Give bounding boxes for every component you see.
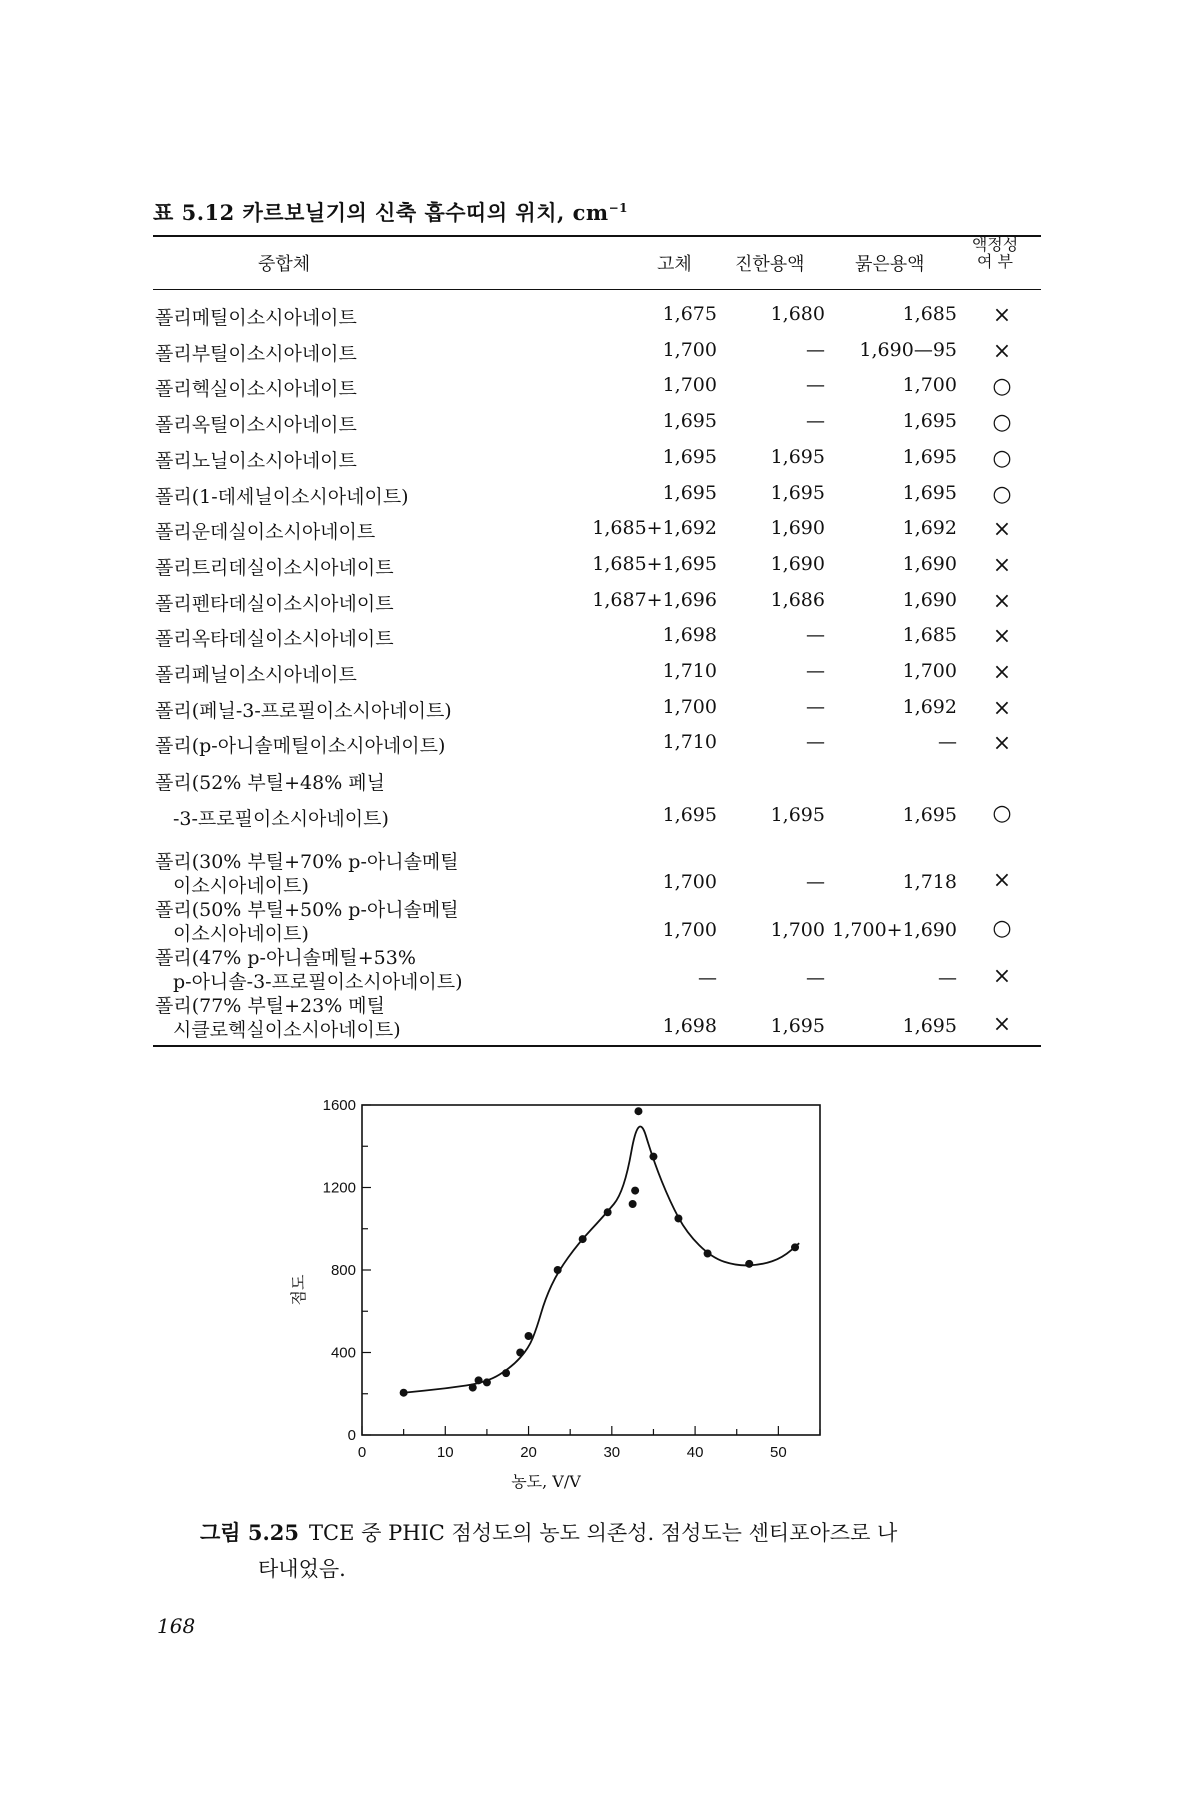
- table-row: [0, 374, 1200, 408]
- table-row: [0, 696, 1200, 730]
- solid-value: 1,685+1,695: [592, 553, 717, 575]
- polymer-name-line2: -3-프로필이소시아네이트): [173, 808, 389, 830]
- solid-value: 1,710: [662, 660, 717, 682]
- concentrated-value: 1,695: [770, 482, 825, 504]
- polymer-name-line2: 이소시아네이트): [173, 923, 309, 945]
- header-liquid-crystal: [958, 236, 1032, 270]
- dilute-value: 1,695: [902, 446, 957, 468]
- x-tick-label: 20: [520, 1444, 537, 1461]
- y-tick-label: 1200: [322, 1179, 356, 1197]
- data-point: [631, 1187, 639, 1195]
- solid-value: 1,675: [662, 303, 717, 325]
- solid-value: 1,700: [662, 339, 717, 361]
- concentrated-value: 1,690: [770, 553, 825, 575]
- polymer-name: 폴리메틸이소시아네이트: [155, 307, 357, 329]
- concentrated-value: 1,700: [770, 919, 825, 941]
- polymer-name: 폴리페닐이소시아네이트: [155, 664, 357, 686]
- solid-value: 1,700: [662, 919, 717, 941]
- dilute-value: —: [938, 967, 957, 989]
- dilute-value: 1,690: [902, 589, 957, 611]
- table-row: [0, 943, 1200, 995]
- x-axis-label: 농도, V/V: [511, 1472, 581, 1491]
- concentrated-value: —: [806, 624, 825, 646]
- fitted-curve: [404, 1127, 800, 1393]
- data-point: [475, 1376, 483, 1384]
- table-row: [0, 553, 1200, 587]
- x-tick-label: 10: [436, 1444, 454, 1461]
- figure-caption-line1: TCE 중 PHIC 점성도의 농도 의존성. 점성도는 센티포아즈로 나: [309, 1521, 898, 1545]
- table-title-unit-sup: −1: [608, 201, 629, 215]
- polymer-name: 폴리펜타데실이소시아네이트: [155, 593, 394, 615]
- liquid-crystal-mark: ×: [992, 589, 1012, 614]
- x-tick-label: 0: [357, 1444, 367, 1461]
- chart-svg: [280, 1085, 840, 1505]
- concentrated-value: —: [806, 339, 825, 361]
- data-point: [525, 1332, 533, 1340]
- table-row: [0, 895, 1200, 947]
- polymer-name-line1: 폴리(47% p-아니솔메틸+53%: [155, 947, 416, 969]
- solid-value: 1,698: [662, 624, 717, 646]
- table-row: [0, 660, 1200, 694]
- liquid-crystal-mark: ×: [992, 624, 1012, 649]
- polymer-name: 폴리노닐이소시아네이트: [155, 450, 357, 472]
- header-solid: 고체: [657, 254, 692, 275]
- liquid-crystal-mark: ○: [992, 916, 1012, 941]
- solid-value: 1,695: [662, 804, 717, 826]
- liquid-crystal-mark: ○: [992, 446, 1012, 471]
- table-row: [0, 482, 1200, 516]
- header-dilute: 묽은용액: [855, 254, 925, 275]
- table-row: [0, 768, 1200, 830]
- dilute-value: 1,695: [902, 482, 957, 504]
- table-bottom-rule: [153, 1045, 1041, 1047]
- concentrated-value: 1,695: [770, 446, 825, 468]
- table-row: [0, 303, 1200, 337]
- table-row: [0, 410, 1200, 444]
- solid-value: 1,687+1,696: [592, 589, 717, 611]
- table-title: [153, 197, 628, 227]
- data-point: [634, 1107, 642, 1115]
- polymer-name: 폴리(1-데세닐이소시아네이트): [155, 486, 409, 508]
- polymer-name: 폴리(p-아니솔메틸이소시아네이트): [155, 735, 446, 757]
- solid-value: 1,695: [662, 482, 717, 504]
- dilute-value: 1,700: [902, 660, 957, 682]
- dilute-value: 1,690: [902, 553, 957, 575]
- solid-value: 1,695: [662, 410, 717, 432]
- data-point: [400, 1389, 408, 1397]
- solid-value: 1,695: [662, 446, 717, 468]
- dilute-value: 1,695: [902, 410, 957, 432]
- polymer-name-line2: 이소시아네이트): [173, 875, 309, 897]
- table-top-rule: [153, 235, 1041, 237]
- liquid-crystal-mark: ×: [992, 731, 1012, 756]
- header-lc-top: 액정성: [971, 235, 1019, 254]
- table-row: [0, 731, 1200, 765]
- page-number: 168: [157, 1614, 196, 1638]
- table-row: [0, 847, 1200, 899]
- header-concentrated: 진한용액: [735, 254, 805, 275]
- dilute-value: 1,695: [902, 804, 957, 826]
- polymer-name: 폴리옥타데실이소시아네이트: [155, 628, 394, 650]
- concentrated-value: —: [806, 871, 825, 893]
- solid-value: 1,698: [662, 1015, 717, 1037]
- data-point: [469, 1384, 477, 1392]
- x-tick-label: 30: [603, 1444, 621, 1461]
- x-tick-label: 50: [770, 1444, 787, 1461]
- concentrated-value: —: [806, 696, 825, 718]
- data-point: [745, 1260, 753, 1268]
- dilute-value: 1,700+1,690: [832, 919, 957, 941]
- data-point: [604, 1208, 612, 1216]
- data-point: [502, 1369, 510, 1377]
- concentrated-value: 1,695: [770, 804, 825, 826]
- concentrated-value: —: [806, 660, 825, 682]
- concentrated-value: 1,695: [770, 1015, 825, 1037]
- dilute-value: 1,692: [902, 696, 957, 718]
- liquid-crystal-mark: ×: [992, 303, 1012, 328]
- dilute-value: 1,700: [902, 374, 957, 396]
- dilute-value: 1,692: [902, 517, 957, 539]
- concentrated-value: —: [806, 731, 825, 753]
- dilute-value: 1,685: [902, 303, 957, 325]
- polymer-name-line1: 폴리(50% 부틸+50% p-아니솔메틸: [155, 899, 459, 921]
- polymer-name: 폴리운데실이소시아네이트: [155, 521, 376, 543]
- table-header-rule: [153, 289, 1041, 290]
- table-row: [0, 446, 1200, 480]
- liquid-crystal-mark: ×: [992, 1012, 1012, 1037]
- header-lc-bottom: 여 부: [977, 252, 1013, 271]
- data-point: [791, 1243, 799, 1251]
- polymer-name-line1: 폴리(52% 부틸+48% 페닐: [155, 772, 385, 794]
- concentrated-value: —: [806, 410, 825, 432]
- liquid-crystal-mark: ○: [992, 801, 1012, 826]
- data-point: [704, 1250, 712, 1258]
- y-tick-label: 0: [347, 1427, 356, 1444]
- liquid-crystal-mark: ×: [992, 868, 1012, 893]
- liquid-crystal-mark: ×: [992, 660, 1012, 685]
- dilute-value: 1,718: [902, 871, 957, 893]
- table-row: [0, 517, 1200, 551]
- solid-value: 1,700: [662, 374, 717, 396]
- table-row: [0, 624, 1200, 658]
- data-point: [629, 1200, 637, 1208]
- concentrated-value: 1,680: [770, 303, 825, 325]
- header-polymer: 중합체: [258, 254, 311, 275]
- dilute-value: —: [938, 731, 957, 753]
- polymer-name-line1: 폴리(30% 부틸+70% p-아니솔메틸: [155, 851, 459, 873]
- polymer-name: 폴리트리데실이소시아네이트: [155, 557, 394, 579]
- solid-value: 1,700: [662, 696, 717, 718]
- data-point: [579, 1235, 587, 1243]
- y-tick-label: 800: [330, 1262, 356, 1279]
- polymer-name: 폴리부틸이소시아네이트: [155, 343, 357, 365]
- viscosity-chart: [280, 1085, 840, 1505]
- solid-value: —: [698, 967, 717, 989]
- concentrated-value: 1,686: [770, 589, 825, 611]
- concentrated-value: 1,690: [770, 517, 825, 539]
- data-point: [516, 1349, 524, 1357]
- solid-value: 1,700: [662, 871, 717, 893]
- liquid-crystal-mark: ○: [992, 374, 1012, 399]
- y-tick-label: 1600: [322, 1097, 356, 1114]
- plot-frame: [362, 1105, 820, 1435]
- figure-caption: [200, 1515, 1060, 1587]
- liquid-crystal-mark: ○: [992, 410, 1012, 435]
- polymer-name: 폴리(페닐-3-프로필이소시아네이트): [155, 700, 452, 722]
- liquid-crystal-mark: ×: [992, 553, 1012, 578]
- dilute-value: 1,695: [902, 1015, 957, 1037]
- solid-value: 1,710: [662, 731, 717, 753]
- data-point: [554, 1266, 562, 1274]
- solid-value: 1,685+1,692: [592, 517, 717, 539]
- liquid-crystal-mark: ×: [992, 517, 1012, 542]
- polymer-name: 폴리헥실이소시아네이트: [155, 378, 357, 400]
- liquid-crystal-mark: ×: [992, 696, 1012, 721]
- x-tick-label: 40: [686, 1444, 704, 1461]
- dilute-value: 1,690—95: [859, 339, 957, 361]
- data-point: [649, 1153, 657, 1161]
- table-row: [0, 991, 1200, 1043]
- polymer-name-line1: 폴리(77% 부틸+23% 메틸: [155, 995, 385, 1017]
- y-axis-label: 점도: [289, 1274, 308, 1306]
- polymer-name: 폴리옥틸이소시아네이트: [155, 414, 357, 436]
- dilute-value: 1,685: [902, 624, 957, 646]
- concentrated-value: —: [806, 967, 825, 989]
- table-row: [0, 339, 1200, 373]
- liquid-crystal-mark: ×: [992, 964, 1012, 989]
- liquid-crystal-mark: ○: [992, 482, 1012, 507]
- liquid-crystal-mark: ×: [992, 339, 1012, 364]
- polymer-name-line2: 시클로헥실이소시아네이트): [173, 1019, 401, 1041]
- figure-caption-label: 그림 5.25: [200, 1520, 300, 1545]
- y-tick-label: 400: [330, 1344, 356, 1362]
- data-point: [483, 1378, 491, 1386]
- concentrated-value: —: [806, 374, 825, 396]
- table-row: [0, 589, 1200, 623]
- data-point: [674, 1214, 682, 1222]
- figure-caption-line2: 타내었음.: [258, 1557, 346, 1581]
- table-title-text: 표 5.12 카르보닐기의 신축 흡수띠의 위치, cm: [153, 200, 609, 225]
- polymer-name-line2: p-아니솔-3-프로필이소시아네이트): [173, 971, 463, 993]
